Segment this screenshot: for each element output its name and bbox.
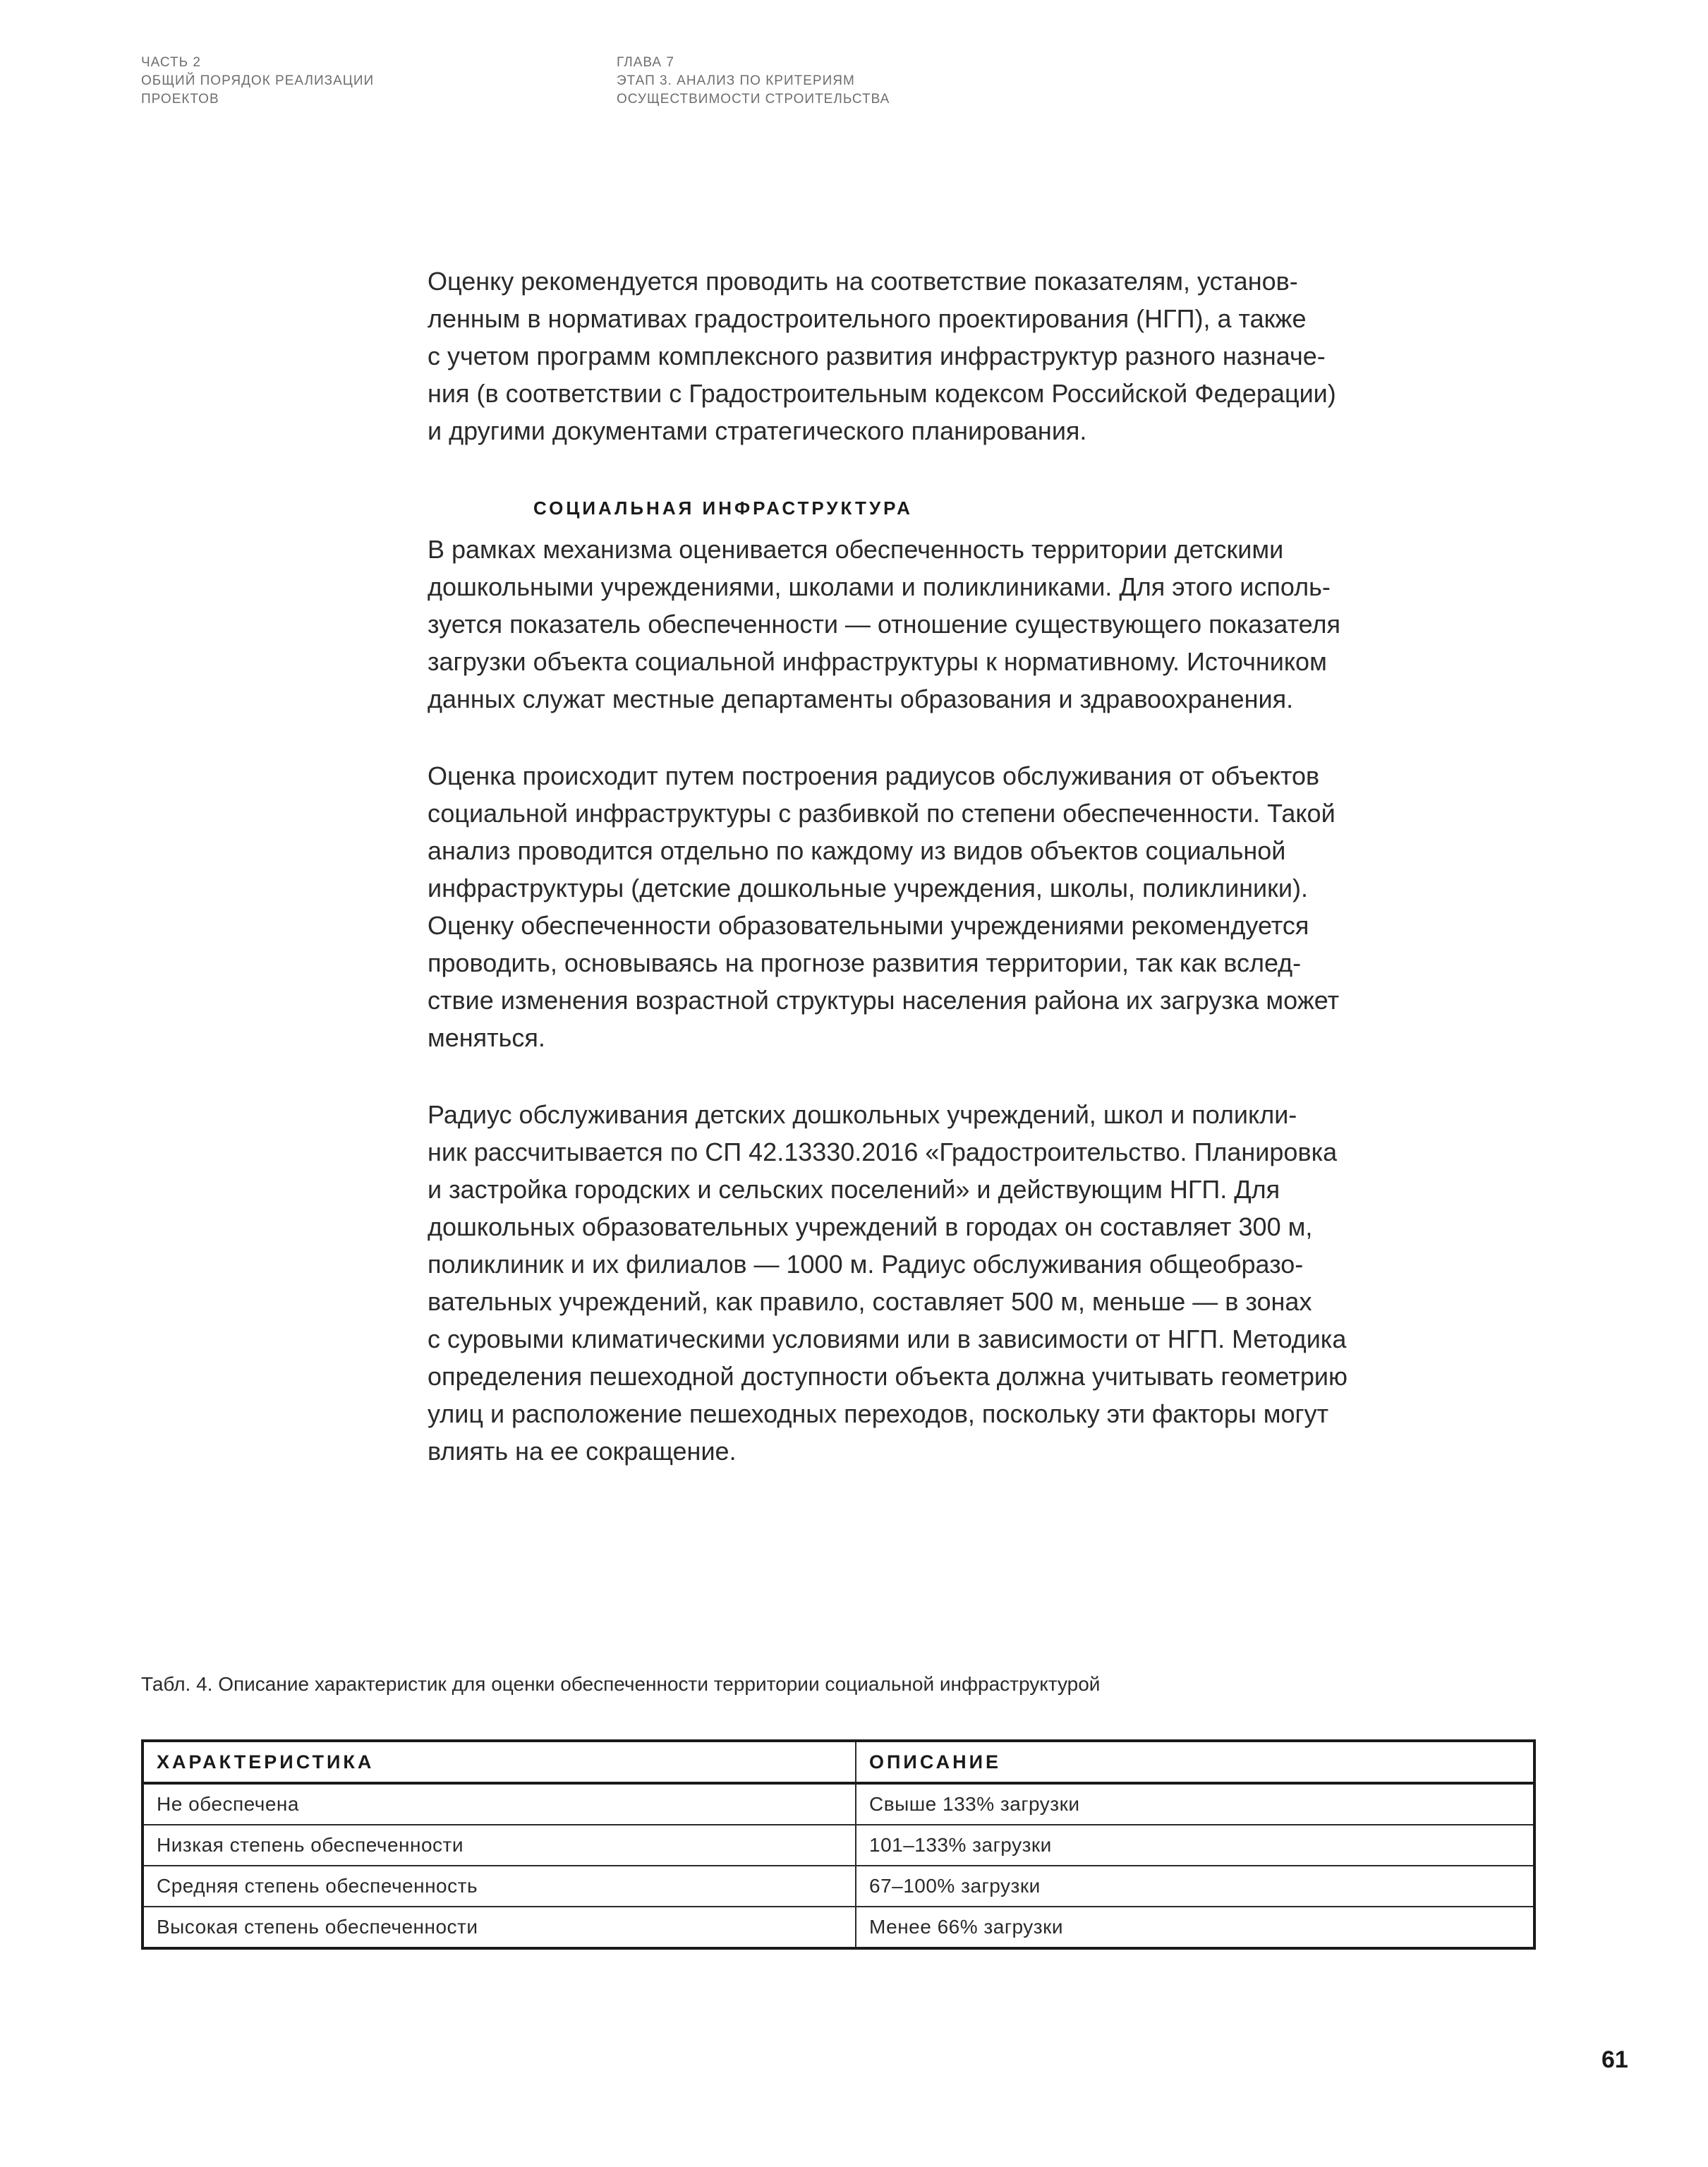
cell-characteristic: Высокая степень обеспеченности [143, 1907, 856, 1948]
running-header-part [141, 54, 374, 109]
paragraph-3 [428, 1096, 1556, 1470]
cell-description: Менее 66% загрузки [856, 1907, 1534, 1948]
cell-description: Свыше 133% загрузки [856, 1783, 1534, 1825]
text-line: данных служат местные департаменты образования и здравоохранения. [428, 684, 1294, 713]
section-heading: СОЦИАЛЬНАЯ ИНФРАСТРУКТУРА [533, 497, 913, 519]
paragraph-2 [428, 757, 1556, 1056]
text-line: определения пешеходной доступности объекта должна учитывать геометрию [428, 1362, 1347, 1391]
header-line: ОСУЩЕСТВИМОСТИ СТРОИТЕЛЬСТВА [617, 92, 890, 107]
text-line: с учетом программ комплексного развития инфраструктур разного назначе- [428, 342, 1326, 370]
column-header-characteristic: ХАРАКТЕРИСТИКА [143, 1741, 856, 1783]
text-line: проводить, основываясь на прогнозе развития территории, так как вслед- [428, 948, 1302, 977]
text-line: поликлиник и их филиалов — 1000 м. Радиус обслуживания общеобразо- [428, 1250, 1304, 1279]
text-line: меняться. [428, 1023, 545, 1052]
text-line: дошкольных образовательных учреждений в городах он составляет 300 м, [428, 1212, 1313, 1241]
text-line: и другими документами стратегического планирования. [428, 416, 1087, 445]
text-line: улиц и расположение пешеходных переходов, поскольку эти факторы могут [428, 1399, 1329, 1428]
text-line: социальной инфраструктуры с разбивкой по степени обеспеченности. Такой [428, 799, 1335, 828]
header-line: ПРОЕКТОВ [141, 92, 219, 107]
cell-characteristic: Средняя степень обеспеченность [143, 1866, 856, 1907]
paragraph-1 [428, 531, 1556, 718]
running-header-chapter [617, 54, 890, 109]
table-row [143, 1866, 1534, 1907]
table-row [143, 1825, 1534, 1866]
header-line: ЭТАП 3. АНАЛИЗ ПО КРИТЕРИЯМ [617, 73, 855, 88]
text-line: вательных учреждений, как правило, составляет 500 м, меньше — в зонах [428, 1287, 1312, 1316]
text-line: дошкольными учреждениями, школами и поликлиниками. Для этого исполь- [428, 572, 1331, 601]
text-line: с суровыми климатическими условиями или в зависимости от НГП. Методика [428, 1324, 1347, 1353]
intro-paragraph [428, 262, 1556, 449]
text-line: ленным в нормативах градостроительного проектирования (НГП), а также [428, 304, 1307, 333]
header-line: ГЛАВА 7 [617, 55, 674, 70]
table-row [143, 1783, 1534, 1825]
column-header-description: ОПИСАНИЕ [856, 1741, 1534, 1783]
text-line: и застройка городских и сельских поселений» и действующим НГП. Для [428, 1175, 1280, 1204]
header-line: ОБЩИЙ ПОРЯДОК РЕАЛИЗАЦИИ [141, 73, 375, 88]
cell-description: 101–133% загрузки [856, 1825, 1534, 1866]
table-row [143, 1907, 1534, 1948]
cell-description: 67–100% загрузки [856, 1866, 1534, 1907]
text-line: зуется показатель обеспеченности — отношение существующего показателя [428, 610, 1340, 639]
header-line: ЧАСТЬ 2 [141, 55, 201, 70]
page-number: 61 [1601, 2046, 1628, 2073]
text-line: анализ проводится отдельно по каждому из видов объектов социальной [428, 836, 1286, 865]
text-line: В рамках механизма оценивается обеспеченность территории детскими [428, 535, 1284, 564]
text-line: инфраструктуры (детские дошкольные учреждения, школы, поликлиники). [428, 874, 1309, 903]
text-line: ния (в соответствии с Градостроительным кодексом Российской Федерации) [428, 379, 1336, 408]
infrastructure-table [141, 1739, 1536, 1950]
text-line: загрузки объекта социальной инфраструктуры к нормативному. Источником [428, 647, 1327, 676]
table-caption: Табл. 4. Описание характеристик для оценки обеспеченности территории социальной инфраструктурой [141, 1673, 1101, 1695]
cell-characteristic: Не обеспечена [143, 1783, 856, 1825]
text-line: Оценку обеспеченности образовательными учреждениями рекомендуется [428, 911, 1309, 940]
table-header-row [143, 1741, 1534, 1783]
cell-characteristic: Низкая степень обеспеченности [143, 1825, 856, 1866]
text-line: ник рассчитывается по СП 42.13330.2016 «Градостроительство. Планировка [428, 1137, 1338, 1166]
text-line: Оценка происходит путем построения радиусов обслуживания от объектов [428, 761, 1320, 790]
text-line: влиять на ее сокращение. [428, 1437, 737, 1466]
text-line: Оценку рекомендуется проводить на соответствие показателям, установ- [428, 267, 1298, 296]
text-line: ствие изменения возрастной структуры населения района их загрузка может [428, 986, 1340, 1015]
text-line: Радиус обслуживания детских дошкольных учреждений, школ и поликли- [428, 1100, 1297, 1129]
